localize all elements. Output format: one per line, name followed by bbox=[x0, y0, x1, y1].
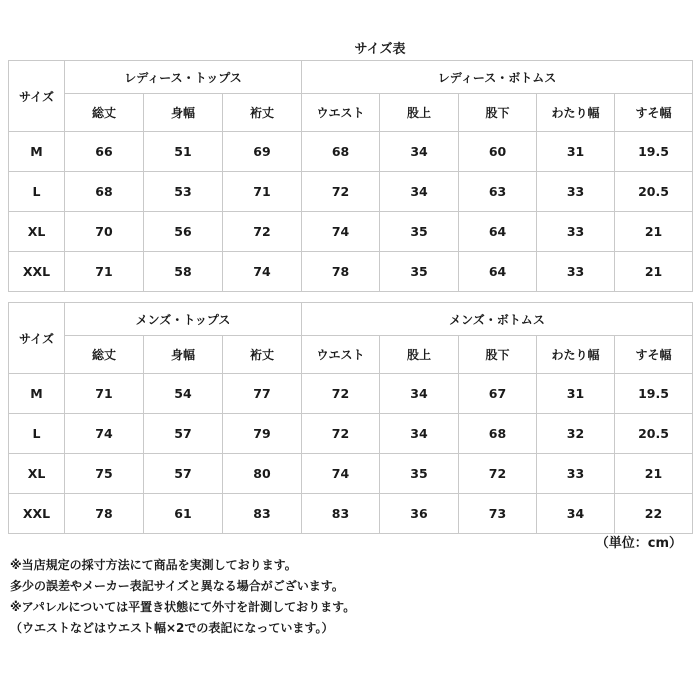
table-cell: 64 bbox=[459, 212, 537, 252]
size-label: M bbox=[9, 374, 65, 414]
size-label: XXL bbox=[9, 494, 65, 534]
column-header: 股下 bbox=[459, 94, 537, 132]
table-cell: 66 bbox=[65, 132, 144, 172]
ladies-size-table bbox=[8, 60, 693, 292]
size-label: L bbox=[9, 414, 65, 454]
column-header: 股下 bbox=[459, 336, 537, 374]
table-cell: 72 bbox=[302, 414, 380, 454]
table-cell: 19.5 bbox=[615, 374, 693, 414]
table-cell: 70 bbox=[65, 212, 144, 252]
size-label: XXL bbox=[9, 252, 65, 292]
table-cell: 68 bbox=[65, 172, 144, 212]
table-cell: 57 bbox=[144, 414, 223, 454]
table-cell: 20.5 bbox=[615, 172, 693, 212]
table-cell: 68 bbox=[459, 414, 537, 454]
table-cell: 35 bbox=[380, 212, 459, 252]
page-title: サイズ表 bbox=[354, 42, 406, 57]
table-cell: 36 bbox=[380, 494, 459, 534]
table-cell: 33 bbox=[537, 172, 615, 212]
table-cell: 71 bbox=[65, 374, 144, 414]
note-line: （ウエストなどはウエスト幅×2での表記になっています。） bbox=[10, 621, 334, 635]
mens-size-table bbox=[8, 302, 693, 534]
table-cell: 56 bbox=[144, 212, 223, 252]
table-cell: 34 bbox=[380, 172, 459, 212]
table-row bbox=[9, 132, 693, 172]
notes bbox=[10, 555, 355, 639]
table-cell: 21 bbox=[615, 454, 693, 494]
unit-label: （単位：cm） bbox=[595, 536, 682, 551]
column-header: 身幅 bbox=[144, 94, 223, 132]
table-cell: 69 bbox=[223, 132, 302, 172]
table-cell: 32 bbox=[537, 414, 615, 454]
table-cell: 22 bbox=[615, 494, 693, 534]
note-line: ※アパレルについては平置き状態にて外寸を計測しております。 bbox=[10, 600, 356, 614]
table-cell: 34 bbox=[380, 374, 459, 414]
size-label: L bbox=[9, 172, 65, 212]
table-cell: 72 bbox=[302, 374, 380, 414]
bottoms-header: メンズ・ボトムス bbox=[302, 303, 693, 336]
column-header: 股上 bbox=[380, 336, 459, 374]
bottoms-header: レディース・ボトムス bbox=[302, 61, 693, 94]
table-cell: 54 bbox=[144, 374, 223, 414]
table-cell: 67 bbox=[459, 374, 537, 414]
table-cell: 77 bbox=[223, 374, 302, 414]
column-header: ウエスト bbox=[302, 336, 380, 374]
table-cell: 19.5 bbox=[615, 132, 693, 172]
table-cell: 83 bbox=[223, 494, 302, 534]
tops-header: レディース・トップス bbox=[65, 61, 302, 94]
table-cell: 83 bbox=[302, 494, 380, 534]
table-cell: 31 bbox=[537, 132, 615, 172]
table-row bbox=[9, 494, 693, 534]
column-header: わたり幅 bbox=[537, 94, 615, 132]
column-header: 股上 bbox=[380, 94, 459, 132]
table-cell: 21 bbox=[615, 212, 693, 252]
size-header: サイズ bbox=[9, 61, 65, 132]
table-cell: 80 bbox=[223, 454, 302, 494]
table-cell: 64 bbox=[459, 252, 537, 292]
note-line: 多少の誤差やメーカー表記サイズと異なる場合がございます。 bbox=[10, 579, 344, 593]
table-cell: 72 bbox=[223, 212, 302, 252]
table-cell: 53 bbox=[144, 172, 223, 212]
table-row bbox=[9, 252, 693, 292]
table-row bbox=[9, 454, 693, 494]
table-cell: 33 bbox=[537, 252, 615, 292]
note-line: ※当店規定の採寸方法にて商品を実測しております。 bbox=[10, 558, 297, 572]
table-cell: 74 bbox=[302, 454, 380, 494]
size-label: M bbox=[9, 132, 65, 172]
table-cell: 33 bbox=[537, 454, 615, 494]
table-cell: 74 bbox=[302, 212, 380, 252]
table-cell: 33 bbox=[537, 212, 615, 252]
table-cell: 34 bbox=[380, 414, 459, 454]
table-cell: 58 bbox=[144, 252, 223, 292]
table-cell: 75 bbox=[65, 454, 144, 494]
table-cell: 72 bbox=[302, 172, 380, 212]
table-row bbox=[9, 212, 693, 252]
table-cell: 57 bbox=[144, 454, 223, 494]
table-cell: 78 bbox=[65, 494, 144, 534]
table-cell: 63 bbox=[459, 172, 537, 212]
table-cell: 60 bbox=[459, 132, 537, 172]
column-header: 裄丈 bbox=[223, 94, 302, 132]
table-cell: 78 bbox=[302, 252, 380, 292]
column-header: すそ幅 bbox=[615, 336, 693, 374]
table-cell: 73 bbox=[459, 494, 537, 534]
column-header: 総丈 bbox=[65, 336, 144, 374]
table-cell: 74 bbox=[223, 252, 302, 292]
size-label: XL bbox=[9, 454, 65, 494]
table-cell: 21 bbox=[615, 252, 693, 292]
tops-header: メンズ・トップス bbox=[65, 303, 302, 336]
column-header: ウエスト bbox=[302, 94, 380, 132]
table-cell: 71 bbox=[65, 252, 144, 292]
column-header: 裄丈 bbox=[223, 336, 302, 374]
table-cell: 20.5 bbox=[615, 414, 693, 454]
table-cell: 35 bbox=[380, 252, 459, 292]
table-cell: 72 bbox=[459, 454, 537, 494]
table-cell: 34 bbox=[380, 132, 459, 172]
table-row bbox=[9, 414, 693, 454]
table-cell: 34 bbox=[537, 494, 615, 534]
table-row bbox=[9, 172, 693, 212]
table-cell: 31 bbox=[537, 374, 615, 414]
column-header: わたり幅 bbox=[537, 336, 615, 374]
table-cell: 61 bbox=[144, 494, 223, 534]
size-label: XL bbox=[9, 212, 65, 252]
table-row bbox=[9, 374, 693, 414]
column-header: 総丈 bbox=[65, 94, 144, 132]
column-header: 身幅 bbox=[144, 336, 223, 374]
table-cell: 74 bbox=[65, 414, 144, 454]
column-header: すそ幅 bbox=[615, 94, 693, 132]
table-cell: 79 bbox=[223, 414, 302, 454]
table-cell: 35 bbox=[380, 454, 459, 494]
table-cell: 68 bbox=[302, 132, 380, 172]
table-cell: 71 bbox=[223, 172, 302, 212]
table-cell: 51 bbox=[144, 132, 223, 172]
size-header: サイズ bbox=[9, 303, 65, 374]
